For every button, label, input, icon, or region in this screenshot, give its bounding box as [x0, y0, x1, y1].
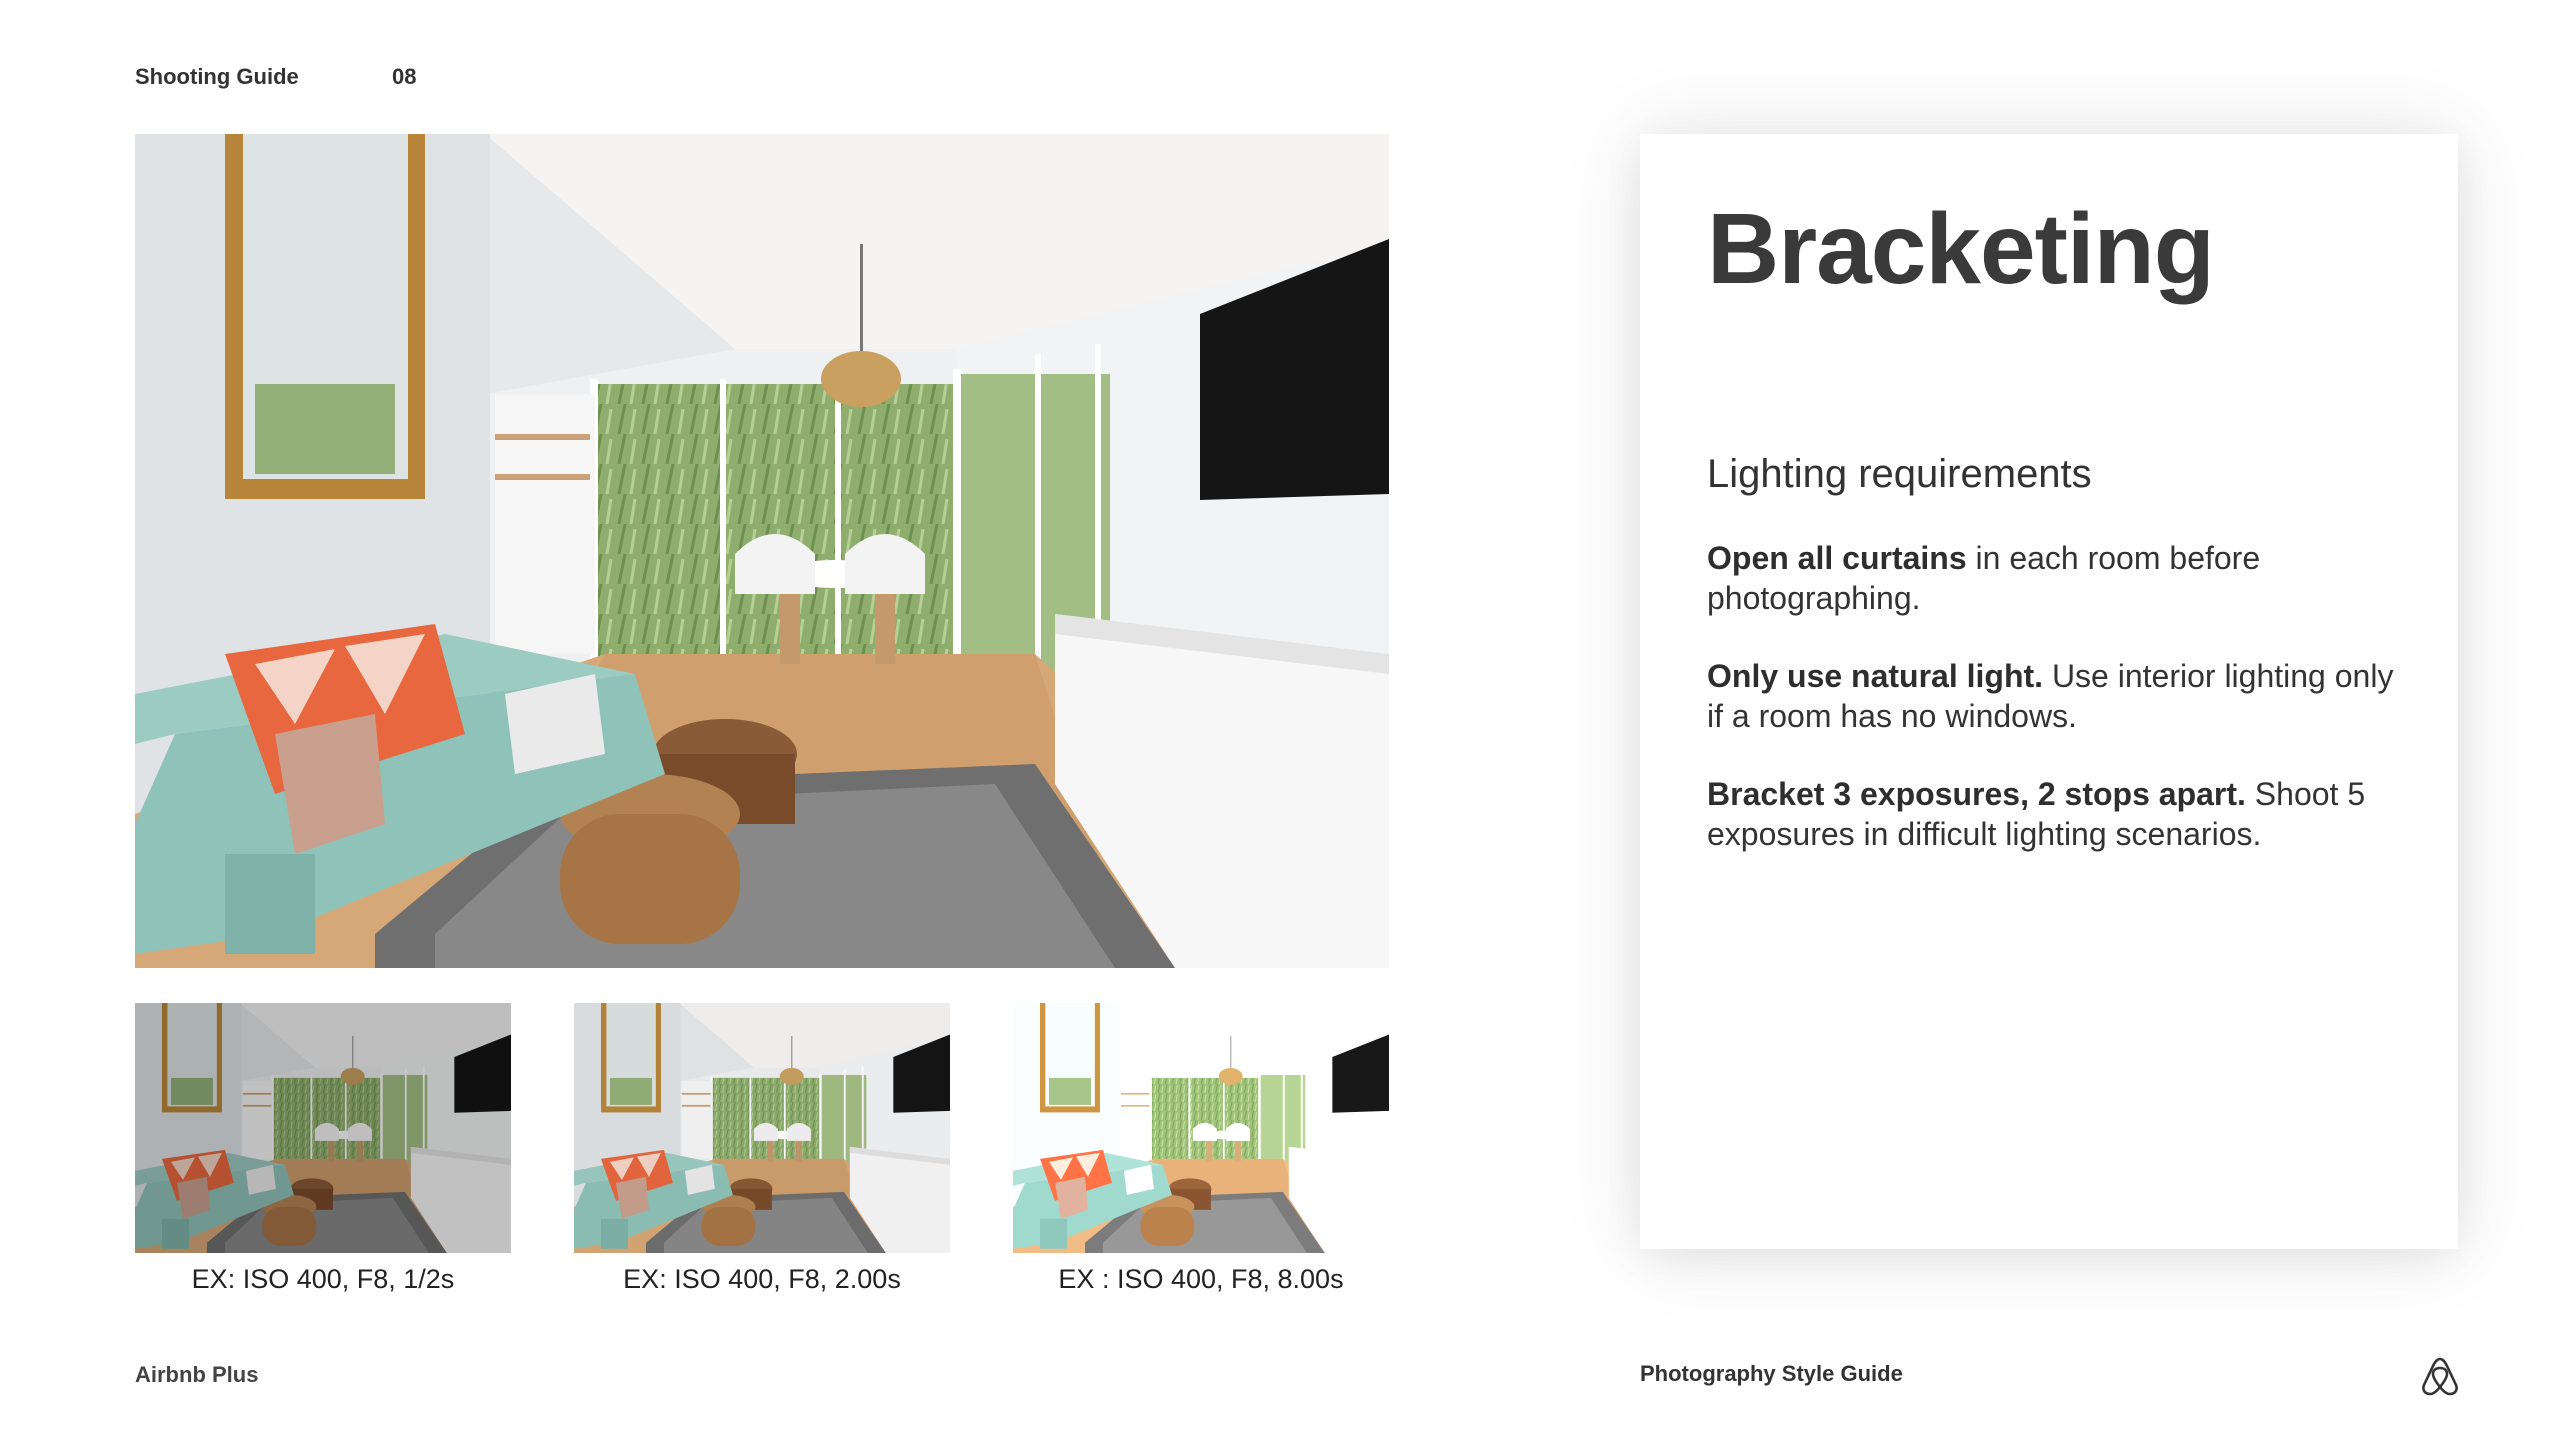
- requirement-bold: Open all curtains: [1707, 540, 1967, 576]
- thumbnail-overexposed: [1013, 1003, 1389, 1253]
- requirement-text: in each room before photographing.: [1707, 540, 2261, 616]
- card-subtitle: Lighting requirements: [1707, 452, 2092, 496]
- thumbnail-normal: [574, 1003, 950, 1253]
- thumbnail-caption-2: EX: ISO 400, F8, 2.00s: [623, 1264, 901, 1294]
- requirement-text: Use interior lighting only if a room has no windows.: [1707, 658, 2394, 734]
- footer-brand: Airbnb Plus: [135, 1362, 259, 1387]
- info-card: [1640, 134, 2458, 1249]
- airbnb-logo-icon: [2420, 1355, 2460, 1397]
- thumbnail-underexposed: [135, 1003, 511, 1253]
- thumbnail-caption-1: EX: ISO 400, F8, 1/2s: [191, 1264, 455, 1294]
- section-title: Shooting Guide: [135, 64, 299, 89]
- page-number: 08: [392, 64, 417, 89]
- requirement-paragraph: [1707, 774, 2407, 854]
- requirement-bold: Bracket 3 exposures, 2 stops apart.: [1707, 776, 2246, 812]
- requirement-paragraph: [1707, 656, 2407, 736]
- requirement-text: Shoot 5 exposures in difficult lighting scenarios.: [1707, 776, 2366, 852]
- requirement-bold: Only use natural light.: [1707, 658, 2044, 694]
- thumbnail-caption-3: EX : ISO 400, F8, 8.00s: [1058, 1264, 1344, 1294]
- requirement-paragraph: [1707, 538, 2407, 618]
- footer-doc-title: Photography Style Guide: [1640, 1361, 1903, 1386]
- card-title: Bracketing: [1707, 193, 2214, 305]
- living-room-photo: [135, 134, 1389, 968]
